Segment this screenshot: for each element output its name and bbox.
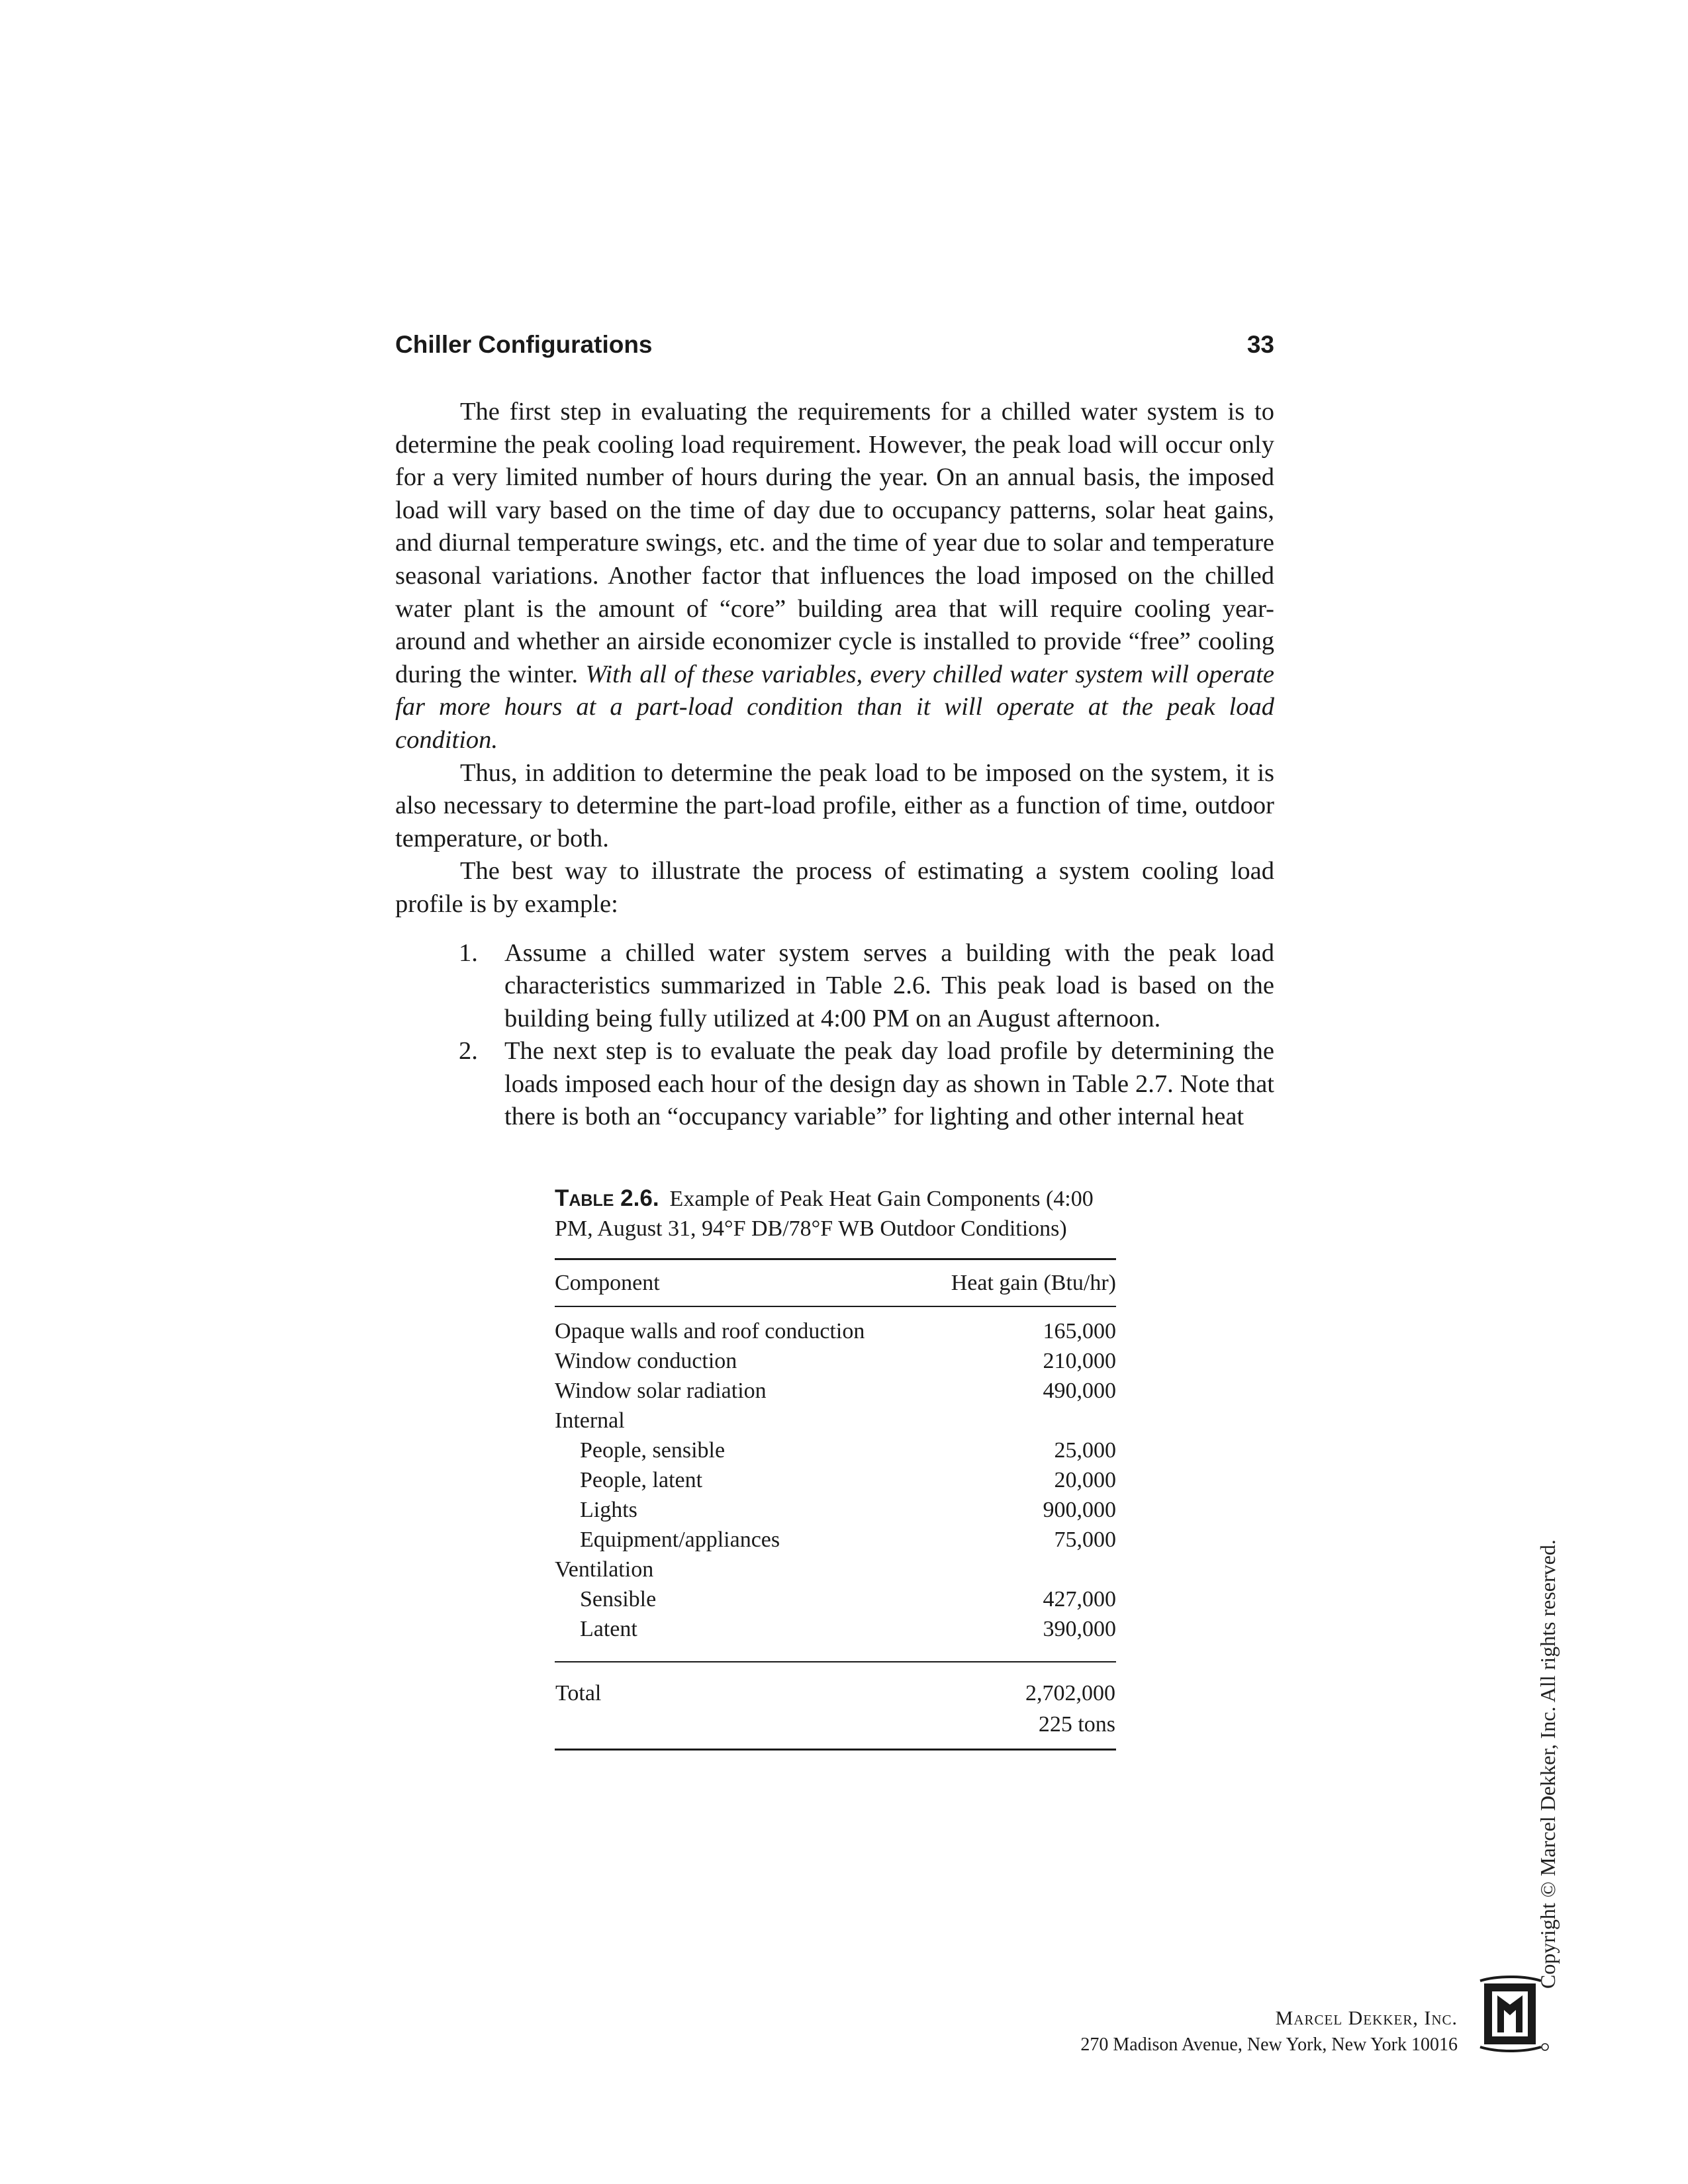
total-label: Total	[555, 1662, 921, 1709]
row-label: Equipment/appliances	[580, 1527, 780, 1552]
column-header-heat-gain: Heat gain (Btu/hr)	[921, 1259, 1116, 1307]
list-item	[395, 937, 1274, 1036]
row-label: Window conduction	[555, 1349, 737, 1373]
table-header-row	[555, 1259, 1116, 1307]
list-number: 2.	[459, 1037, 478, 1066]
publisher-name: Marcel Dekker, Inc.	[1275, 2007, 1458, 2029]
paragraph-1: The first step in evaluating the requirements for a chilled water system is to determine the peak cooling load requirement. However, the peak load will occur only for a very limited number of hours during the year. On an annual basis, the imposed load will vary based on the time of day due to occupancy patterns, solar heat gains, and diurnal temperature swings, etc. and the time of year due to solar and temperature seasonal variations. Another factor that influences the load imposed on the chilled water plant is the amount of “core” building area that will require cooling year-around and whether an airside economizer cycle is installed to provide “free” cooling during the winter. With all of these variables, every chilled water system will operate far more hours at a part-load condition than it will operate at the peak load condition.	[395, 398, 1274, 754]
row-value: 75,000	[1054, 1527, 1116, 1552]
row-label: People, sensible	[580, 1438, 726, 1463]
row-label: People, latent	[580, 1468, 703, 1492]
row-value: 900,000	[1043, 1498, 1116, 1522]
table-2-6	[555, 1183, 1116, 1751]
row-value: 390,000	[1043, 1617, 1116, 1641]
table-label: Table 2.6.	[555, 1185, 659, 1211]
body-text	[395, 396, 1274, 1134]
row-value: 427,000	[1043, 1587, 1116, 1612]
table-row	[555, 1435, 1116, 1465]
list-number: 1.	[459, 938, 478, 967]
publisher-address: 270 Madison Avenue, New York, New York 10016	[1080, 2034, 1458, 2055]
table-row	[555, 1346, 1116, 1376]
row-value: 210,000	[1043, 1349, 1116, 1373]
row-value: 20,000	[1054, 1468, 1116, 1492]
running-header	[395, 331, 1274, 371]
total-btu: 2,702,000	[921, 1662, 1116, 1709]
row-value	[921, 1406, 1116, 1435]
table-row	[555, 1614, 1116, 1662]
numbered-list	[395, 937, 1274, 1134]
paragraph-2: Thus, in addition to determine the peak load to be imposed on the system, it is also necessary to determine the part-load profile, either as a function of time, outdoor temperature, or both.	[395, 758, 1274, 852]
emphasis-text: With all of these variables, every chilled water system will operate far more hours at a part-load condition than it will operate at the peak load condition.	[395, 660, 1274, 754]
table-row	[555, 1465, 1116, 1495]
table-row	[555, 1495, 1116, 1525]
group-label: Internal	[555, 1408, 625, 1433]
row-label: Opaque walls and roof conduction	[555, 1319, 865, 1343]
column-header-component: Component	[555, 1259, 921, 1307]
publisher-imprint	[1080, 2005, 1458, 2058]
paragraph-3: The best way to illustrate the process of estimating a system cooling load profile is by example:	[395, 857, 1274, 918]
table-caption-text: Example of Peak Heat Gain Components (4:00 PM, August 31, 94°F DB/78°F WB Outdoor Conditions)	[555, 1187, 1094, 1241]
table-row	[555, 1306, 1116, 1346]
total-row	[555, 1662, 1116, 1709]
row-value: 25,000	[1054, 1438, 1116, 1463]
copyright-notice: Copyright © Marcel Dekker, Inc. All rights reserved.	[1536, 1539, 1560, 1989]
table-group-row	[555, 1555, 1116, 1584]
list-item	[395, 1035, 1274, 1134]
table-row	[555, 1525, 1116, 1555]
page-number: 33	[1246, 331, 1274, 358]
table-row	[555, 1376, 1116, 1406]
heat-gain-table	[555, 1258, 1116, 1751]
row-label: Latent	[580, 1617, 637, 1641]
row-label: Sensible	[580, 1587, 657, 1612]
row-value	[921, 1555, 1116, 1584]
row-value: 165,000	[1043, 1319, 1116, 1343]
publisher-logo-icon	[1477, 1976, 1550, 2055]
row-value: 490,000	[1043, 1379, 1116, 1403]
chapter-title: Chiller Configurations	[395, 331, 653, 358]
table-caption	[555, 1183, 1116, 1244]
list-item-text: Assume a chilled water system serves a building with the peak load characteristics summarized in Table 2.6. This peak load is based on the building being fully utilized at 4:00 PM on an August afternoon.	[504, 938, 1274, 1032]
group-label: Ventilation	[555, 1557, 654, 1582]
total-tons-row	[555, 1709, 1116, 1750]
table-row	[555, 1584, 1116, 1614]
table-group-row	[555, 1406, 1116, 1435]
row-label: Window solar radiation	[555, 1379, 767, 1403]
list-item-text: The next step is to evaluate the peak day load profile by determining the loads imposed each hour of the design day as shown in Table 2.7. Note that there is both an “occupancy variable” for lighting and other internal heat	[504, 1037, 1274, 1131]
row-label: Lights	[580, 1498, 637, 1522]
total-tons: 225 tons	[921, 1709, 1116, 1750]
